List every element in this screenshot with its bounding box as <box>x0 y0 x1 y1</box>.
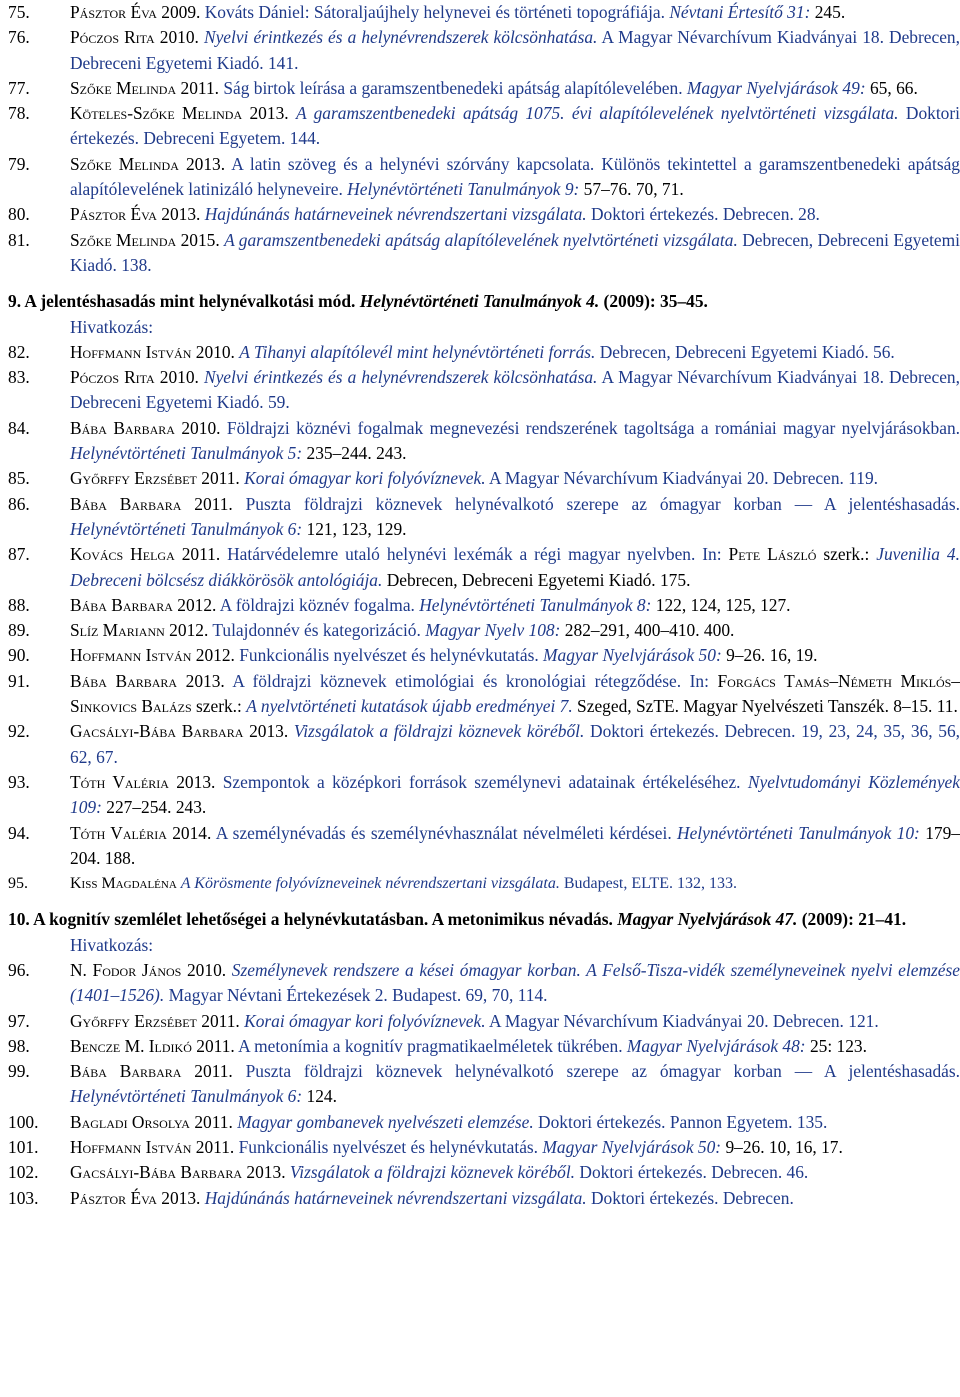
entry-rest: Doktori értekezés. Debrecen. 28. <box>591 204 820 225</box>
reference-entry <box>8 466 960 491</box>
entry-year: 2013. <box>185 153 226 174</box>
entry-number: 79. <box>8 153 30 174</box>
entry-number: 101. <box>8 1137 39 1158</box>
entry-rest: 9–26. 16, 19. <box>726 645 818 666</box>
entry-editor-suffix: szerk.: <box>195 696 242 717</box>
entry-year: 2010. <box>181 417 221 438</box>
entry-year: 2013. <box>249 103 289 124</box>
entry-rest: 65, 66. <box>869 77 918 98</box>
section-source: Helynévtörténeti Tanulmányok 4. <box>359 291 600 312</box>
section-heading <box>0 289 960 314</box>
entry-rest: 121, 123, 129. <box>306 518 407 539</box>
reference-entry <box>8 1110 960 1135</box>
entry-number: 84. <box>8 417 30 438</box>
entry-number: 76. <box>8 27 30 48</box>
entry-year: 2010. <box>159 27 199 48</box>
entry-rest: Debrecen, Debreceni Egyetemi Kiadó. 138. <box>70 229 960 275</box>
reference-entry <box>8 492 960 543</box>
entry-title: A garamszentbenedeki apátság 1075. évi alapítólevelének nyelvtörténeti vizsgálata. <box>295 103 899 124</box>
entry-source: Juvenilia 4. Debreceni bölcsész diákkörösök antológiája. <box>70 544 960 590</box>
entry-title: Nyelvi érintkezés és a helynévrendszerek kölcsönhatása. <box>203 27 598 48</box>
entry-year: 2011. <box>201 468 240 489</box>
entry-title: Személynevek rendszere a kései ómagyar korban. A Felső-Tisza-vidék személyneveinek nyelvi elemzése (1401–1526). <box>70 959 960 1006</box>
entry-rest: 227–254. 243. <box>106 797 207 818</box>
entry-title: Korai ómagyar kori folyóvíznevek. <box>244 1010 486 1031</box>
reference-entry <box>8 643 960 668</box>
entry-year: 2013. <box>246 1162 286 1183</box>
entry-author: N. Fodor János <box>70 959 182 980</box>
entry-title: A földrajzi köznév fogalma. <box>219 594 415 615</box>
entry-title: Ság birtok leírása a garamszentbenedeki apátság alapítólevelében. <box>223 77 683 98</box>
entry-rest: Magyar Névtani Értekezések 2. Budapest. 69, 70, 114. <box>168 985 548 1006</box>
entry-year: 2011. <box>194 493 233 514</box>
entry-number: 81. <box>8 229 30 250</box>
entry-rest: 9–26. 10, 16, 17. <box>725 1137 843 1158</box>
entry-rest: Doktori értekezés. Pannon Egyetem. 135. <box>538 1111 828 1132</box>
entry-source: Helynévtörténeti Tanulmányok 10: <box>677 822 920 843</box>
entry-author: Pásztor Éva <box>70 2 157 22</box>
entry-source: Helynévtörténeti Tanulmányok 6: <box>70 1086 303 1107</box>
section-pages: (2009): 35–45. <box>603 291 708 312</box>
entry-title: Nyelvi érintkezés és a helynévrendszerek kölcsönhatása. <box>203 367 598 388</box>
entry-year: 2011. <box>194 1111 233 1132</box>
entry-year: 2014. <box>172 822 212 843</box>
entry-author: Győrffy Erzsébet <box>70 468 197 489</box>
reference-entry <box>8 871 960 896</box>
entry-source: Nyelvtudományi Közlemények 109: <box>70 771 960 818</box>
reference-entry <box>8 821 960 872</box>
entry-number: 88. <box>8 594 30 615</box>
entry-year: 2011. <box>196 1035 235 1056</box>
entry-source: Magyar Nyelvjárások 48: <box>626 1035 806 1056</box>
entry-number: 90. <box>8 645 30 666</box>
entry-title: Hajdúnánás határneveinek névrendszertani vizsgálata. <box>204 204 587 225</box>
section-heading <box>0 907 960 932</box>
entry-number: 86. <box>8 493 30 514</box>
entry-number: 82. <box>8 341 30 362</box>
entry-source: Helynévtörténeti Tanulmányok 8: <box>419 594 652 615</box>
entry-number: 92. <box>8 721 30 742</box>
entry-title: Funkcionális nyelvészet és helynévkutatás. <box>238 1137 539 1158</box>
entry-author: Bába Barbara <box>70 594 173 615</box>
reference-entry <box>8 340 960 365</box>
entry-title: A latin szöveg és a helynévi szórvány kapcsolata. Különös tekintettel a garamszentbenedeki apátság alapítólevelének latinizáló helyneveire. <box>70 153 960 200</box>
reference-entry <box>8 25 960 76</box>
reference-entry <box>8 1186 960 1211</box>
citations-label: Hivatkozás: <box>70 316 154 337</box>
entry-title: Magyar gombanevek nyelvészeti elemzése. <box>237 1111 534 1132</box>
entry-number: 98. <box>8 1035 30 1056</box>
entry-title: Hajdúnánás határneveinek névrendszertani vizsgálata. <box>204 1187 587 1208</box>
entry-year: 2015. <box>180 229 220 250</box>
entry-number: 96. <box>8 959 30 980</box>
entry-rest: Doktori értekezés. Debrecen. 46. <box>579 1162 809 1183</box>
reference-entry <box>8 1009 960 1034</box>
reference-entry <box>8 0 960 25</box>
entry-number: 77. <box>8 77 30 98</box>
entry-title: Szempontok a középkori források személynevi adatainak értékeléséhez. <box>222 771 741 792</box>
entry-title: Puszta földrajzi köznevek helynévalkotó szerepe az ómagyar korban — A jelentéshasadás. <box>245 1061 960 1082</box>
entry-title: Tulajdonnév és kategorizáció. <box>212 620 421 641</box>
reference-list-section-9 <box>0 340 960 897</box>
reference-entry <box>8 365 960 416</box>
entry-year: 2012. <box>195 645 235 666</box>
entry-year: 2011. <box>180 77 219 98</box>
entry-author: Tóth Valéria <box>70 822 167 843</box>
entry-author: Póczos Rita <box>70 27 155 48</box>
entry-number: 99. <box>8 1061 30 1082</box>
entry-author: Hoffmann István <box>70 645 192 666</box>
entry-year: 2011. <box>194 1061 233 1082</box>
entry-rest: A Magyar Névarchívum Kiadványai 18. Debrecen, Debreceni Egyetemi Kiadó. 59. <box>70 367 960 413</box>
entry-source: Magyar Nyelvjárások 50: <box>542 1137 722 1158</box>
reference-entry <box>8 228 960 279</box>
entry-number: 78. <box>8 103 30 124</box>
entry-year: 2010. <box>159 367 199 388</box>
entry-title: Korai ómagyar kori folyóvíznevek. <box>244 468 486 489</box>
section-title: 10. A kognitív szemlélet lehetőségei a helynévkutatásban. A metonimikus névadás. <box>8 909 613 930</box>
entry-number: 83. <box>8 367 30 388</box>
entry-title: Kováts Dániel: Sátoraljaújhely helynevei és történeti topográfiája. <box>204 2 665 22</box>
entry-author: Bába Barbara <box>70 493 182 514</box>
entry-rest: Doktori értekezés. Debrecen. 19, 23, 24, 35, 36, 56, 62, 67. <box>70 721 960 767</box>
entry-author: Tóth Valéria <box>70 771 169 792</box>
section-source: Magyar Nyelvjárások 47. <box>617 909 798 930</box>
entry-year: 2011. <box>201 1010 240 1031</box>
entry-source: Helynévtörténeti Tanulmányok 5: <box>70 443 303 464</box>
entry-author: Bagladi Orsolya <box>70 1111 190 1132</box>
entry-year: 2013. <box>249 721 289 742</box>
entry-number: 97. <box>8 1010 30 1031</box>
entry-author: Póczos Rita <box>70 367 155 388</box>
reference-entry <box>8 1160 960 1185</box>
entry-author: Győrffy Erzsébet <box>70 1010 197 1031</box>
entry-number: 93. <box>8 771 30 792</box>
entry-source: Névtani Értesítő 31: <box>669 2 811 22</box>
entry-title: Puszta földrajzi köznevek helynévalkotó szerepe az ómagyar korban — A jelentéshasadás. <box>245 493 960 514</box>
entry-rest: Budapest, ELTE. 132, 133. <box>563 875 737 893</box>
entry-year: 2012. <box>169 620 209 641</box>
entry-rest: 282–291, 400–410. 400. <box>564 620 735 641</box>
entry-rest: A Magyar Névarchívum Kiadványai 18. Debrecen, Debreceni Egyetemi Kiadó. 141. <box>70 27 960 73</box>
entry-source: Magyar Nyelvjárások 50: <box>543 645 722 666</box>
entry-year: 2013. <box>185 670 225 691</box>
entry-rest: 124. <box>306 1086 337 1107</box>
reference-entry <box>8 202 960 227</box>
entry-author: Szőke Melinda <box>70 229 177 250</box>
entry-author: Slíz Mariann <box>70 620 165 641</box>
entry-title: Határvédelemre utaló helynévi lexémák a régi magyar nyelvben. In: <box>227 544 722 565</box>
entry-source: Magyar Nyelv 108: <box>425 620 561 641</box>
entry-rest: A Magyar Névarchívum Kiadványai 20. Debrecen. 119. <box>488 468 879 489</box>
entry-author: Bencze M. Ildikó <box>70 1035 192 1056</box>
entry-number: 94. <box>8 822 30 843</box>
entry-source: A nyelvtörténeti kutatások újabb eredményei 7. <box>246 696 573 717</box>
entry-number: 103. <box>8 1187 39 1208</box>
entry-rest: Debrecen, Debreceni Egyetemi Kiadó. 56. <box>599 341 895 362</box>
entry-author: Gacsályi-Bába Barbara <box>70 721 244 742</box>
entry-rest: Debrecen, Debreceni Egyetemi Kiadó. 175. <box>386 569 691 590</box>
entry-title: Földrajzi köznévi fogalmak megnevezési rendszerének tagoltsága a romániai magyar nyelvjárásokban. <box>226 417 960 438</box>
entry-title: A Tihanyi alapítólevél mint helynévtörténeti forrás. <box>239 341 596 362</box>
reference-entry <box>8 1034 960 1059</box>
reference-entry <box>8 719 960 770</box>
entry-year: 2013. <box>176 771 216 792</box>
reference-list-section-10 <box>0 958 960 1211</box>
entry-number: 85. <box>8 468 30 489</box>
entry-source: Helynévtörténeti Tanulmányok 6: <box>70 518 303 539</box>
entry-author: Bába Barbara <box>70 417 175 438</box>
section-title: 9. A jelentéshasadás mint helynévalkotási mód. <box>8 291 356 312</box>
entry-author: Gacsályi-Bába Barbara <box>70 1162 243 1183</box>
reference-entry <box>8 618 960 643</box>
entry-author: Bába Barbara <box>70 670 178 691</box>
entry-rest: Doktori értekezés. Debrecen. <box>591 1187 794 1208</box>
entry-source: Magyar Nyelvjárások 49: <box>686 77 866 98</box>
entry-rest: A Magyar Névarchívum Kiadványai 20. Debrecen. 121. <box>488 1010 879 1031</box>
entry-number: 89. <box>8 620 30 641</box>
reference-entry <box>8 76 960 101</box>
entry-editor: Pete László <box>728 544 817 565</box>
reference-entry <box>8 593 960 618</box>
reference-entry <box>8 958 960 1009</box>
entry-title: Vizsgálatok a földrajzi köznevek köréből. <box>289 1162 576 1183</box>
entry-editor: Forgács Tamás–Németh Miklós–Sinkovics Balázs <box>70 670 960 717</box>
reference-entry <box>8 542 960 593</box>
entry-rest: Szeged, SzTE. Magyar Nyelvészeti Tanszék. 8–15. 11. <box>577 696 958 717</box>
entry-title: A garamszentbenedeki apátság alapítólevelének nyelvtörténeti vizsgálata. <box>224 229 738 250</box>
entry-author: Pásztor Éva <box>70 1187 157 1208</box>
reference-entry <box>8 770 960 821</box>
entry-rest: 179–204. 188. <box>70 822 960 868</box>
reference-list-top <box>0 0 960 278</box>
entry-author: Hoffmann István <box>70 1137 192 1158</box>
entry-year: 2012. <box>177 594 217 615</box>
reference-entry <box>8 1135 960 1160</box>
entry-year: 2013. <box>161 204 201 225</box>
entry-author: Szőke Melinda <box>70 77 177 98</box>
entry-number: 80. <box>8 204 30 225</box>
reference-entry <box>8 101 960 152</box>
section-pages: (2009): 21–41. <box>801 909 907 930</box>
entry-number: 87. <box>8 544 30 565</box>
reference-entry <box>8 669 960 720</box>
entry-rest: 235–244. 243. <box>306 443 407 464</box>
entry-number: 95. <box>8 875 28 893</box>
entry-rest: 245. <box>814 2 846 22</box>
entry-number: 102. <box>8 1162 39 1183</box>
entry-number: 100. <box>8 1111 39 1132</box>
entry-rest: Doktori értekezés. Debreceni Egyetem. 144. <box>70 103 960 149</box>
entry-year: 2010. <box>195 341 235 362</box>
entry-title: Vizsgálatok a földrajzi köznevek köréből. <box>293 721 585 742</box>
entry-author: Kiss Magdaléna <box>70 875 177 893</box>
citations-label: Hivatkozás: <box>70 934 154 955</box>
entry-title: A metonímia a kognitív pragmatikaelméletek tükrében. <box>238 1035 623 1056</box>
reference-entry <box>8 152 960 203</box>
entry-year: 2011. <box>195 1137 235 1158</box>
entry-editor-suffix: szerk.: <box>823 544 870 565</box>
entry-number: 75. <box>8 2 30 22</box>
entry-year: 2013. <box>161 1187 201 1208</box>
entry-author: Szőke Melinda <box>70 153 179 174</box>
entry-author: Hoffmann István <box>70 341 192 362</box>
entry-title: Funkcionális nyelvészet és helynévkutatás. <box>239 645 539 666</box>
entry-year: 2011. <box>181 544 221 565</box>
entry-author: Bába Barbara <box>70 1061 182 1082</box>
entry-year: 2010. <box>186 959 227 980</box>
entry-author: Pásztor Éva <box>70 204 157 225</box>
entry-title: A személynévadás és személynévhasználat névelméleti kérdései. <box>215 822 672 843</box>
entry-rest: 122, 124, 125, 127. <box>655 594 791 615</box>
entry-author: Köteles-Szőke Melinda <box>70 103 243 124</box>
entry-rest: 57–76. 70, 71. <box>583 179 684 200</box>
reference-entry <box>8 416 960 467</box>
entry-number: 91. <box>8 670 30 691</box>
entry-title: A Körösmente folyóvízneveinek névrendszertani vizsgálata. <box>180 875 560 893</box>
entry-year: 2009. <box>161 2 201 22</box>
entry-title: A földrajzi köznevek etimológiai és kronológiai rétegződése. In: <box>232 670 709 691</box>
reference-entry <box>8 1059 960 1110</box>
entry-rest: 25: 123. <box>809 1035 867 1056</box>
entry-author: Kovács Helga <box>70 544 175 565</box>
entry-source: Helynévtörténeti Tanulmányok 9: <box>347 179 580 200</box>
